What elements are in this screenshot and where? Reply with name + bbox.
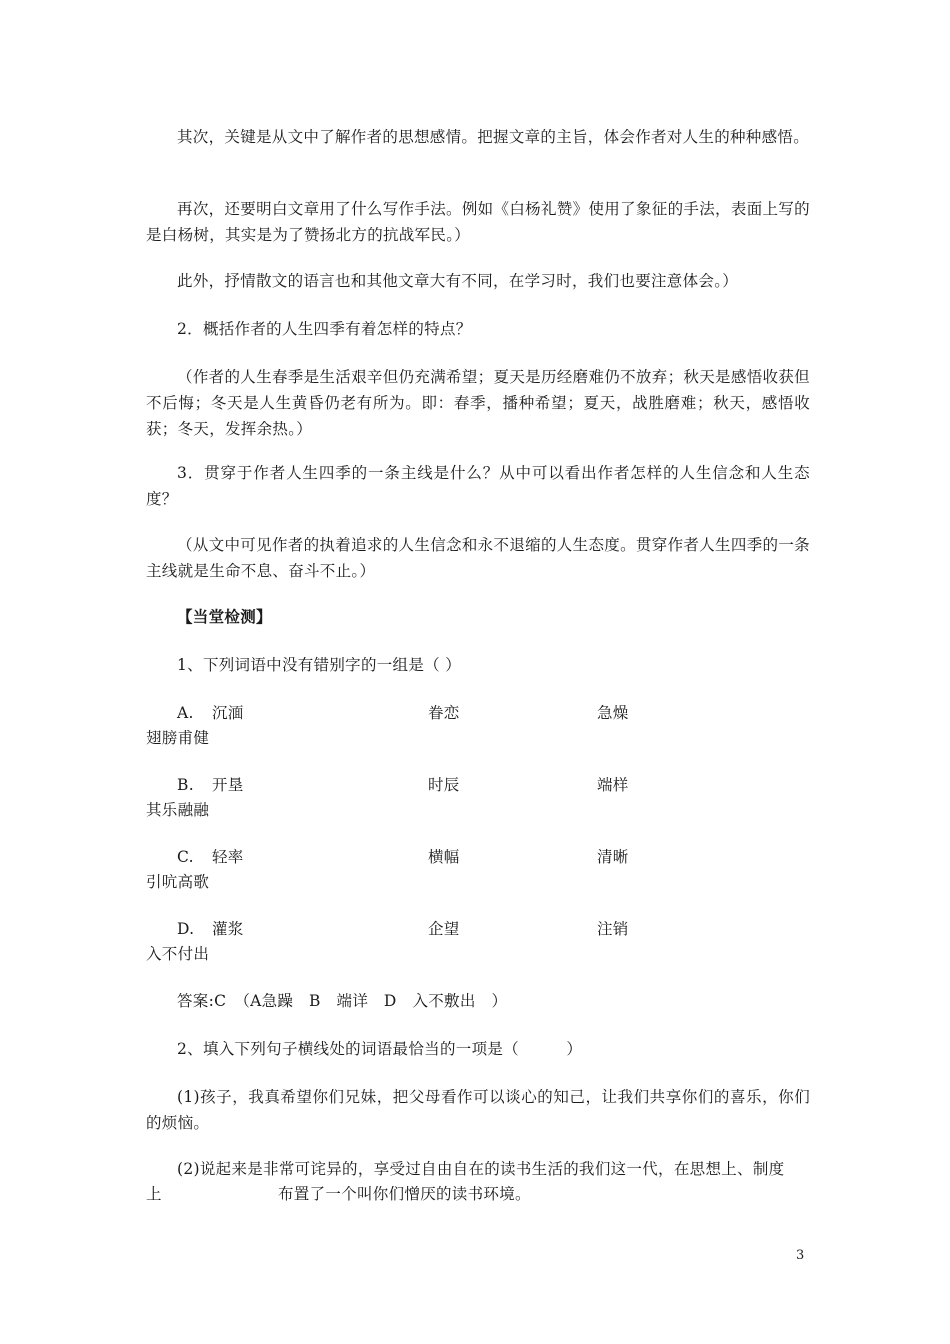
- exercise-2-sentence-2-start: 上: [146, 1185, 162, 1203]
- paragraph-language-note: 此外，抒情散文的语言也和其他文章大有不同，在学习时，我们也要注意体会。）: [177, 272, 739, 290]
- option-word: 端样: [597, 776, 629, 794]
- option-word: 企望: [428, 920, 460, 938]
- exercise-2-sentence-2: (2)说起来是非常可诧异的，享受过自由自在的读书生活的我们这一代，在思想上、制度: [177, 1160, 785, 1178]
- exercise-1-question: 1、下列词语中没有错别字的一组是（ ）: [177, 656, 461, 674]
- option-label: C.: [177, 848, 194, 866]
- paragraph-main-idea: 其次，关键是从文中了解作者的思想感情。把握文章的主旨，体会作者对人生的种种感悟。: [177, 128, 810, 146]
- option-word: 入不付出: [146, 945, 210, 963]
- option-word: 引吭高歌: [146, 873, 210, 891]
- paragraph-writing-technique: 再次，还要明白文章用了什么写作手法。例如《白杨礼赞》使用了象征的手法，表面上写的是白杨树，其实是为了赞扬北方的抗战军民。）: [146, 200, 810, 244]
- option-word: 开垦: [212, 776, 244, 794]
- option-word: 急燥: [597, 704, 629, 722]
- page-number: 3: [796, 1248, 805, 1263]
- option-label: B.: [177, 776, 194, 794]
- option-word: 时辰: [428, 776, 460, 794]
- option-word: 其乐融融: [146, 801, 210, 819]
- option-word: 眷恋: [428, 704, 460, 722]
- option-word: 轻率: [212, 848, 244, 866]
- question-2: 2．概括作者的人生四季有着怎样的特点？: [177, 320, 472, 338]
- answer-2: （作者的人生春季是生活艰辛但仍充满希望；夏天是历经磨难仍不放弃；秋天是感悟收获但不后悔；冬天是人生黄昏仍老有所为。即：春季，播种希望；夏天，战胜磨难；秋天，感悟收获；冬天，发挥余热。）: [146, 368, 810, 438]
- exercise-2-sentence-2-end: 布置了一个叫你们憎厌的读书环境。: [278, 1185, 531, 1203]
- exercise-1-answer: 答案:C （A急躁 B 端详 D 入不敷出 ）: [177, 992, 508, 1010]
- option-label: A.: [177, 704, 194, 722]
- option-word: 横幅: [428, 848, 460, 866]
- exercise-2-sentence-1: (1)孩子，我真希望你们兄妹，把父母看作可以谈心的知己，让我们共享你们的喜乐，你们的烦恼。: [146, 1088, 810, 1132]
- option-word: 灌浆: [212, 920, 244, 938]
- option-word: 清晰: [597, 848, 629, 866]
- answer-3: （从文中可见作者的执着追求的人生信念和永不退缩的人生态度。贯穿作者人生四季的一条主线就是生命不息、奋斗不止。）: [146, 536, 810, 580]
- option-word: 翅膀甫健: [146, 729, 210, 747]
- option-word: 注销: [597, 920, 629, 938]
- option-word: 沉湎: [212, 704, 244, 722]
- question-3: 3．贯穿于作者人生四季的一条主线是什么？从中可以看出作者怎样的人生信念和人生态度？: [146, 464, 810, 508]
- section-title: 【当堂检测】: [177, 607, 272, 626]
- exercise-2-question: 2、填入下列句子横线处的词语最恰当的一项是（ ）: [177, 1040, 583, 1058]
- option-label: D.: [177, 920, 195, 938]
